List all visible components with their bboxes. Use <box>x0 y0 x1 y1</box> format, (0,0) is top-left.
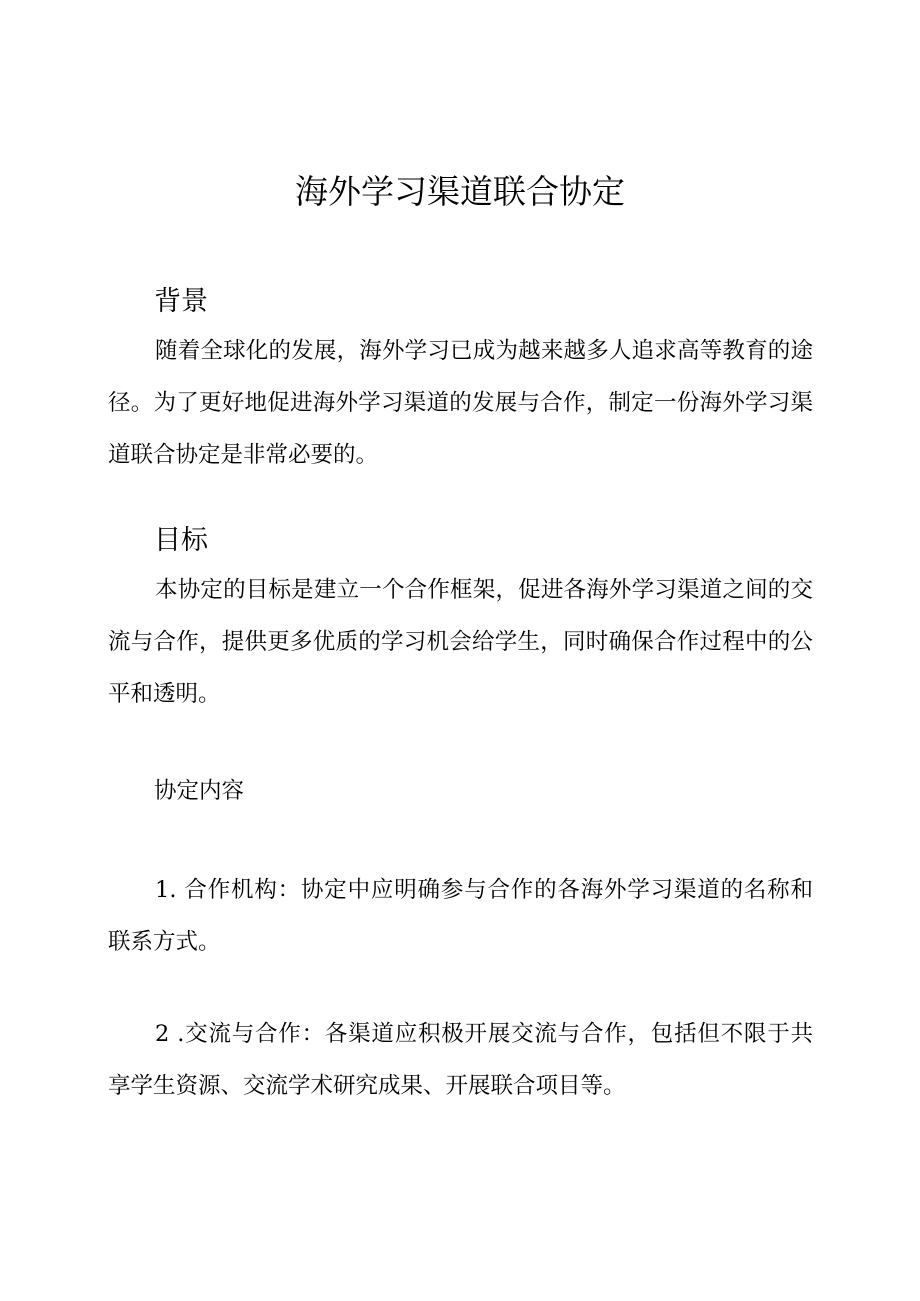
content-label: 协定内容 <box>154 778 245 804</box>
section-body-background: 随着全球化的发展，海外学习已成为越来越多人追求高等教育的途径。为了更好地促进海外学习渠道的发展与合作，制定一份海外学习渠道联合协定是非常必要的。 <box>108 338 813 468</box>
list-item: 2 .交流与合作：各渠道应积极开展交流与合作，包括但不限于共享学生资源、交流学术研究成果、开展联合项目等。 <box>108 1021 813 1099</box>
section-heading-background: 背景 <box>154 286 208 317</box>
list-item: 1. 合作机构：协定中应明确参与合作的各海外学习渠道的名称和联系方式。 <box>108 877 813 955</box>
document-title: 海外学习渠道联合协定 <box>295 172 625 211</box>
section-heading-goal: 目标 <box>154 525 208 556</box>
section-body-goal: 本协定的目标是建立一个合作框架，促进各海外学习渠道之间的交流与合作，提供更多优质的学习机会给学生，同时确保合作过程中的公平和透明。 <box>108 577 813 707</box>
